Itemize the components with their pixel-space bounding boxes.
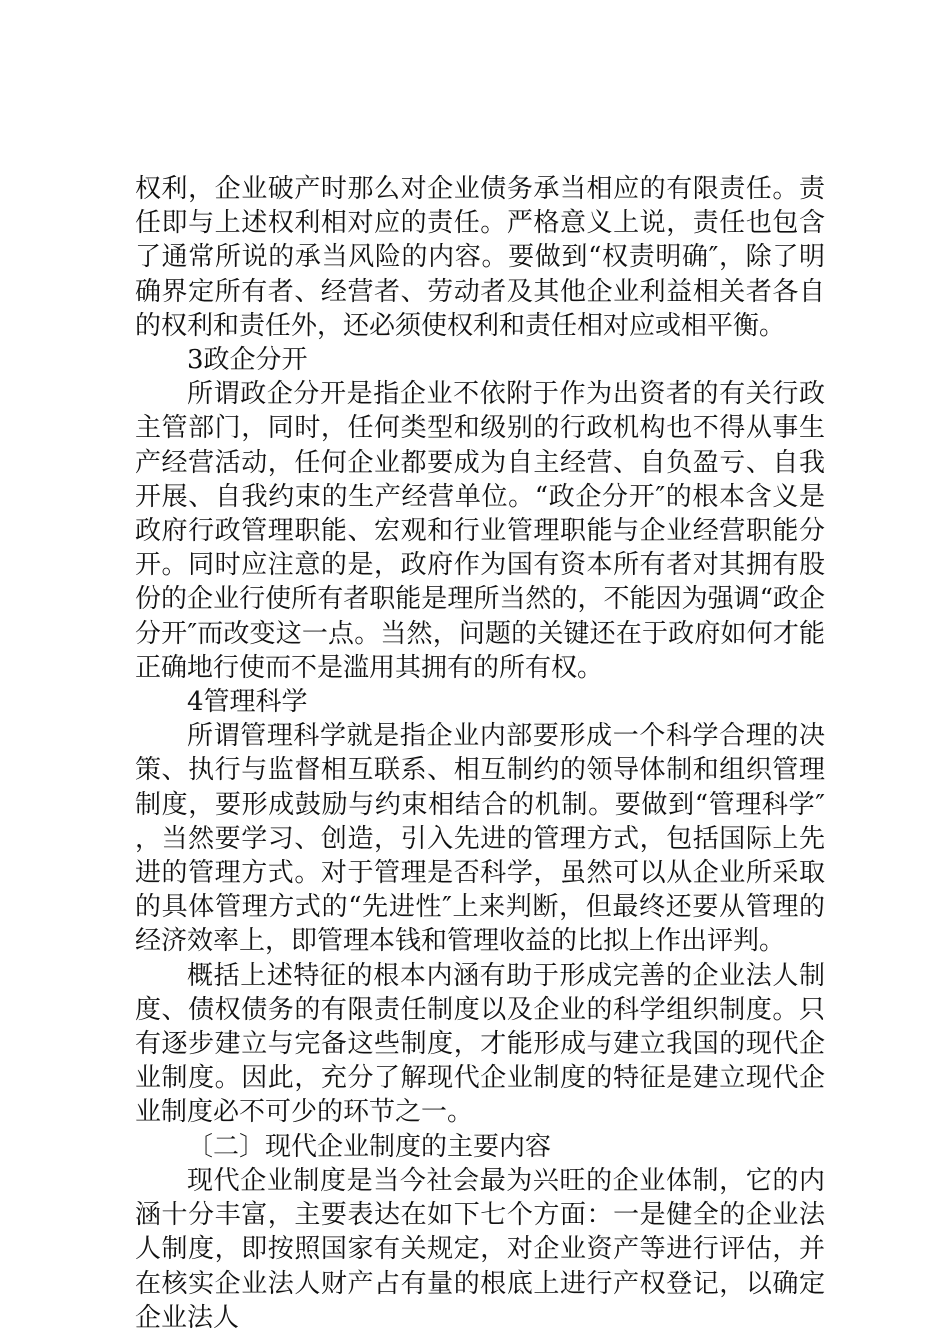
document-body xyxy=(135,172,825,1335)
section-heading-separation: 3政企分开 xyxy=(187,345,308,376)
paragraph-continuation: 权利，企业破产时那么对企业债务承当相应的有限责任。责任即与上述权利相对应的责任。严格意义上说，责任也包含了通常所说的承当风险的内容。要做到“权责明确″，除了明确界定所有者、经营者、劳动者及其他企业利益相关者各自的权利和责任外，还必须使权利和责任相对应或相平衡。 xyxy=(135,174,825,341)
section-heading-main-content: 〔二〕现代企业制度的主要内容 xyxy=(187,1131,552,1162)
paragraph-separation: 所谓政企分开是指企业不依附于作为出资者的有关行政主管部门，同时，任何类型和级别的行政机构也不得从事生产经营活动，任何企业都要成为自主经营、自负盈亏、自我开展、自我约束的生产经营单位。“政企分开″的根本含义是政府行政管理职能、宏观和行业管理职能与企业经营职能分开。同时应注意的是，政府作为国有资本所有者对其拥有股份的企业行使所有者职能是理所当然的，不能因为强调“政企分开″而改变这一点。当然，问题的关键还在于政府如何才能正确地行使而不是滥用其拥有的所有权。 xyxy=(135,379,825,683)
section-heading-management: 4管理科学 xyxy=(187,687,308,718)
paragraph-management: 所谓管理科学就是指企业内部要形成一个科学合理的决策、执行与监督相互联系、相互制约的领导体制和组织管理制度，要形成鼓励与约束相结合的机制。要做到“管理科学″，当然要学习、创造，引入先进的管理方式，包括国际上先进的管理方式。对于管理是否科学，虽然可以从企业所采取的具体管理方式的“先进性″上来判断，但最终还要从管理的经济效率上，即管理本钱和管理收益的比拟上作出评判。 xyxy=(135,721,825,957)
paragraph-main-content: 现代企业制度是当今社会最为兴旺的企业体制，它的内涵十分丰富，主要表达在如下七个方面：一是健全的企业法人制度，即按照国家有关规定，对企业资产等进行评估，并在核实企业法人财产占有量的根底上进行产权登记，以确定企业法人 xyxy=(135,1165,825,1333)
paragraph-summary: 概括上述特征的根本内涵有助于形成完善的企业法人制度、债权债务的有限责任制度以及企业的科学组织制度。只有逐步建立与完备这些制度，才能形成与建立我国的现代企业制度。因此，充分了解现代企业制度的特征是建立现代企业制度必不可少的环节之一。 xyxy=(135,960,825,1128)
